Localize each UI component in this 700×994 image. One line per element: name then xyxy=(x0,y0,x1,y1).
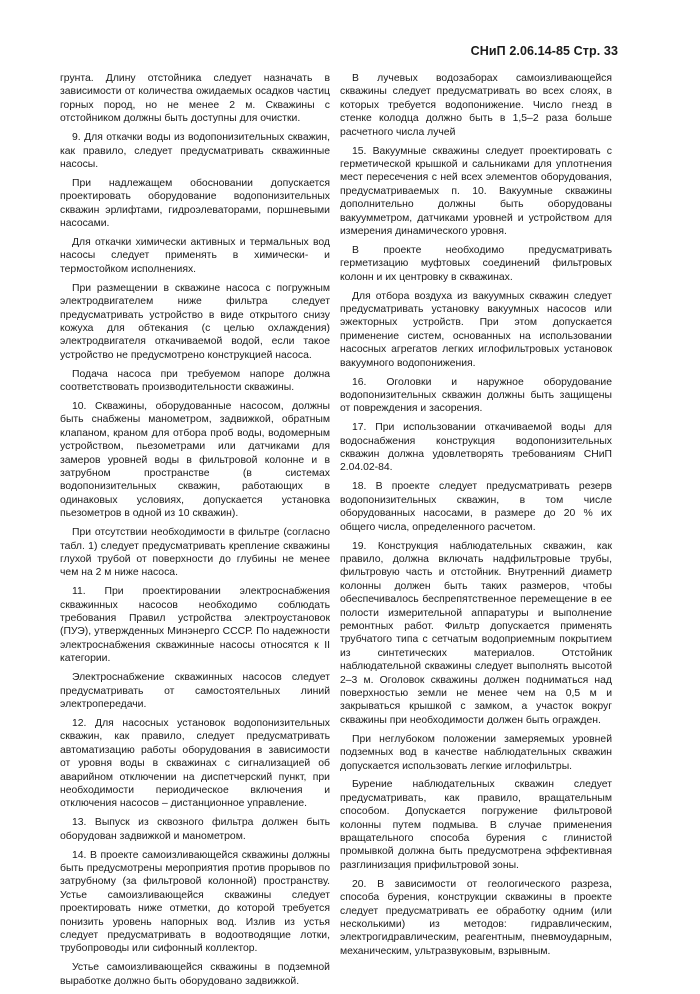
paragraph: При неглубоком положении замеряемых уровней подземных вод в качестве наблюдательных скважин допускается использовать легкие иглофильтры. xyxy=(340,733,612,772)
paragraph: В лучевых водозаборах самоизливающейся скважины следует предусматривать во всех слоях, в которых требуется водопонижение. Число гнезд в стенке колодца должно быть в 1,5–2 раза больше расчетного числа лучей xyxy=(340,73,612,138)
paragraph: 11. При проектировании электроснабжения скважинных насосов необходимо соблюдать требования Правил устройства электроустановок (ПУЭ), утвержденных Минэнерго СССР. По надежности электроснабжения скважинные насосы относятся к II категории. xyxy=(60,586,330,665)
right-column xyxy=(340,72,612,964)
paragraph: В проекте необходимо предусматривать герметизацию муфтовых соединений фильтровых колонн и их центровку в скважинах. xyxy=(340,244,612,283)
paragraph: Для откачки химически активных и термальных вод насосы следует применять в химически- и термостойком исполнениях. xyxy=(60,236,330,275)
left-column xyxy=(60,72,330,994)
paragraph: 19. Конструкция наблюдательных скважин, как правило, должна включать надфильтровые трубы, фильтровую часть и отстойник. Внутренний диаметр колонны должен быть таких размеров, чтобы обеспечивалось беспрепятственное перемещение в ее полости измерительной аппаратуры и выполнение ремонтных работ. Фильтр допускается применять трубчатого типа с сетчатым водоприемным покрытием из синтетических материалов. Отстойник наблюдательной скважины следует выполнять высотой 2–3 м. Оголовок скважины должен подниматься над поверхностью земли не менее чем на 0,5 м и закрываться крышкой с замком, а участок вокруг скважины при необходимости должен быть огражден. xyxy=(340,540,612,726)
paragraph: 10. Скважины, оборудованные насосом, должны быть снабжены манометром, задвижкой, обратным клапаном, краном для отбора проб воды, водомерным устройством, пьезометрами или датчиками для замеров уровней воды в фильтровой колонне и в затрубном пространстве (в системах водопонизительных скважин, работающих в одинаковых условиях, допускается установка пьезометров в одной из 10 скважин). xyxy=(60,400,330,520)
paragraph: Для отбора воздуха из вакуумных скважин следует предусматривать установку вакуумных насосов или эжекторных устройств. При этом допускается применение систем, основанных на использовании насосных агрегатов легких иглофильтровых установок вакуумного водопонижения. xyxy=(340,290,612,369)
paragraph: 16. Оголовки и наружное оборудование водопонизительных скважин должны быть защищены от повреждения и засорения. xyxy=(340,376,612,415)
paragraph: 18. В проекте следует предусматривать резерв водопонизительных скважин, в том числе оборудованных насосами, в размере до 20 % их общего числа, определенного расчетом. xyxy=(340,481,612,533)
paragraph: 13. Выпуск из сквозного фильтра должен быть оборудован задвижкой и манометром. xyxy=(60,817,330,842)
paragraph: Электроснабжение скважинных насосов следует предусматривать от самостоятельных линий электропередачи. xyxy=(60,672,330,710)
paragraph: 14. В проекте самоизливающейся скважины должны быть предусмотрены мероприятия против прорывов по затрубному (за фильтровой колонной) пространству. Устье самоизливающейся скважины следует проектировать ниже отметки, до которой требуется понизить уровень напорных вод. Излив из устья следует предусматривать в водоотводящие лотки, трубопроводы или сифонный коллектор. xyxy=(60,849,330,955)
paragraph: Устье самоизливающейся скважины в подземной выработке должно быть оборудовано задвижкой. xyxy=(60,962,330,987)
paragraph: 17. При использовании откачиваемой воды для водоснабжения конструкция водопонизительных скважин должна удовлетворять требованиям СНиП 2.04.02-84. xyxy=(340,422,612,474)
paragraph: грунта. Длину отстойника следует назначать в зависимости от количества ожидаемых осадков частиц горных пород, но не менее 2 м. Скважины с отстойником должны быть доступны для очистки. xyxy=(60,73,330,125)
paragraph: 15. Вакуумные скважины следует проектировать с герметической крышкой и сальниками для уплотнения мест пересечения с ней всех элементов оборудования, предусматриваемых п. 10. Вакуумные скважины дополнительно должны быть оборудованы вакуумметром, датчиками уровней и устройством для измерения динамического уровня. xyxy=(340,145,612,237)
paragraph: При размещении в скважине насоса с погружным электродвигателем ниже фильтра следует предусматривать устройство в виде открытого снизу кожуха для обтекания (с целью охлаждения) электродвигателя откачиваемой водой, если такое устройство не предусмотрено конструкцией насоса. xyxy=(60,282,330,361)
paragraph: Бурение наблюдательных скважин следует предусматривать, как правило, вращательным способом. Допускается погружение фильтровой колонны путем подмыва. В случае применения вращательного способа бурения с глинистой промывкой должна быть предусмотрена эффективная разглинизация прифильтровой зоны. xyxy=(340,779,612,871)
paragraph: При отсутствии необходимости в фильтре (согласно табл. 1) следует предусматривать крепление скважины глухой трубой от поверхности до глубины не менее чем на 2 м ниже насоса. xyxy=(60,527,330,579)
paragraph: 12. Для насосных установок водопонизительных скважин, как правило, следует предусматривать автоматизацию работы оборудования в зависимости от уровня воды в скважинах с сигнализацией об аварийном отключении на диспетчерский пункт, при необходимости периодическое включения и отключения насосов – дистанционное управление. xyxy=(60,717,330,810)
paragraph: При надлежащем обосновании допускается проектировать оборудование водопонизительных скважин эрлифтами, гидроэлеваторами, поршневыми насосами. xyxy=(60,177,330,230)
paragraph: 20. В зависимости от геологического разреза, способа бурения, конструкции скважины в проекте следует предусматривать ее обработку одним (или несколькими) из методов: гидравлическим, электрогидравлическим, реагентным, пневмоударным, механическим, ультразвуковым, взрывным. xyxy=(340,878,612,957)
paragraph: 9. Для откачки воды из водопонизительных скважин, как правило, следует предусматривать скважинные насосы. xyxy=(60,132,330,170)
running-header: СНиП 2.06.14-85 Стр. 33 xyxy=(470,44,618,58)
paragraph: Подача насоса при требуемом напоре должна соответствовать производительности скважины. xyxy=(60,368,330,394)
